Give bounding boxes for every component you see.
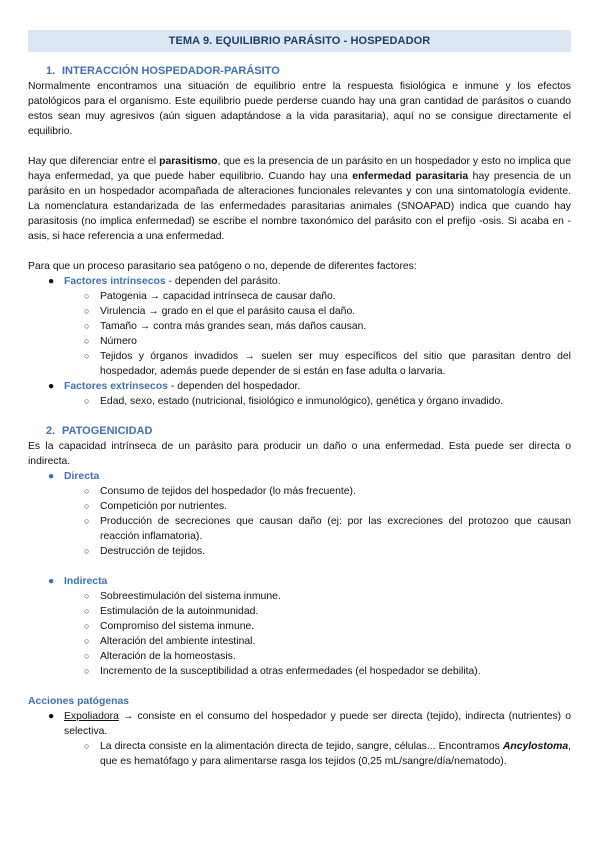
list-item-text: Alteración de la homeostasis. (100, 651, 236, 662)
list-item-text: Estimulación de la autoinmunidad. (100, 606, 259, 617)
bullet-icon: ● (48, 711, 55, 722)
paragraph-factors-intro: Para que un proceso parasitario sea patógeno o no, depende de diferentes factores: (28, 261, 417, 272)
list-item (28, 544, 571, 559)
circle-bullet-icon: ○ (84, 351, 90, 361)
list-item (28, 304, 571, 319)
paragraph-equilibrium: Normalmente encontramos una situación de equilibrio entre la respuesta fisiológica e inmune y los efectos patológicos para el organismo. Este equilibrio puede perderse cuando hay una gran cantidad de parásitos o cuando estos sean muy agresivos (aún siguen adaptándose a la vida parasitaria), aquí no se consigue directamente el equilibrio. (28, 81, 571, 137)
directa-label: Directa (64, 471, 100, 482)
list-item-text: Consumo de tejidos del hospedador (lo más frecuente). (100, 486, 356, 497)
list-item-text: Incremento de la susceptibilidad a otras enfermedades (el hospedador se debilita). (100, 666, 481, 677)
section-2-number: 2. (46, 425, 56, 437)
list-item-intrinsic (28, 274, 571, 289)
intrinsic-desc: - dependen del parásito. (165, 276, 281, 287)
section-1-heading (46, 64, 571, 79)
intrinsic-label: Factores intrínsecos (64, 276, 166, 287)
bullet-icon: ● (48, 576, 55, 587)
term-ancylostoma: Ancylostoma (502, 741, 569, 752)
section-2-title: PATOGENICIDAD (62, 425, 153, 437)
title-banner (28, 30, 571, 52)
circle-bullet-icon: ○ (84, 591, 90, 601)
list-item (28, 319, 571, 334)
list-item-text: Producción de secreciones que causan daño (ej: por las excreciones del protozoo que causan reacción inflamatoria). (100, 516, 571, 542)
circle-bullet-icon: ○ (84, 651, 90, 661)
circle-bullet-icon: ○ (84, 291, 90, 301)
text-run: , que es la presencia de un parásito en un hospedador y esto no implica que haya enfermedad, ya que puede haber equilibrio. Cuando hay una (28, 156, 571, 182)
acciones-list (28, 709, 571, 769)
list-item (28, 334, 571, 349)
list-item (28, 289, 571, 304)
list-item (28, 634, 571, 649)
list-item-indirecta (28, 574, 571, 589)
circle-bullet-icon: ○ (84, 321, 90, 331)
factors-list (28, 274, 571, 409)
paragraph-pathogenicity: Es la capacidad intrínseca de un parásito para producir un daño o una enfermedad. Esta puede ser directa o indirecta. (28, 441, 571, 467)
term-parasitismo: parasitismo (159, 156, 218, 167)
section-2-heading (46, 424, 571, 439)
list-item (28, 499, 571, 514)
section-1-number: 1. (46, 65, 56, 77)
bullet-icon: ● (48, 276, 55, 287)
circle-bullet-icon: ○ (84, 546, 90, 556)
circle-bullet-icon: ○ (84, 606, 90, 616)
circle-bullet-icon: ○ (84, 621, 90, 631)
circle-bullet-icon: ○ (84, 336, 90, 346)
acciones-heading: Acciones patógenas (28, 696, 130, 707)
list-item (28, 394, 571, 409)
circle-bullet-icon: ○ (84, 501, 90, 511)
text-run: , que es hematófago y para alimentarse rasga los tejidos (0,25 mL/sangre/día/nematodo). (100, 741, 571, 767)
circle-bullet-icon: ○ (84, 666, 90, 676)
circle-bullet-icon: ○ (84, 741, 90, 751)
expoliadora-label: Expoliadora (64, 711, 119, 722)
bullet-icon: ● (48, 381, 55, 392)
list-item (28, 604, 571, 619)
direct-list (28, 469, 571, 559)
text-run: La directa consiste en la alimentación directa de tejido, sangre, células... Encontramos (100, 741, 503, 752)
circle-bullet-icon: ○ (84, 516, 90, 526)
list-item-text: Destrucción de tejidos. (100, 546, 206, 557)
text-run: Hay que diferenciar entre el (28, 156, 160, 167)
paragraph-parasitism (28, 154, 571, 244)
list-item-text: Sobreestimulación del sistema inmune. (100, 591, 281, 602)
circle-bullet-icon: ○ (84, 306, 90, 316)
text-run: hay presencia de un parásito en un hospedador acompañada de alteraciones funcionales relevantes y con una sintomatología evidente. La nomenclatura estandarizada de las enfermedades parasitarias animales (SNOAPAD) indica que cuando hay parasitosis (no implica enfermedad) se escribe el nombre taxonómico del parásito con el prefijo -osis. Si acaba en -asis, si hace referencia a una enfermedad. (28, 171, 572, 242)
list-item-text: Alteración del ambiente intestinal. (100, 636, 256, 647)
list-item-extrinsic (28, 379, 571, 394)
list-item-text: Patogenia → capacidad intrínseca de causar daño. (100, 291, 336, 302)
list-item (28, 514, 571, 544)
list-item-text: Número (100, 336, 137, 347)
list-item-text: Competición por nutrientes. (100, 501, 228, 512)
list-item-text: Compromiso del sistema inmune. (100, 621, 255, 632)
expoliadora-desc: → consiste en el consumo del hospedador y puede ser directa (tejido), indirecta (nutrientes) o selectiva. (64, 711, 571, 737)
indirect-list (28, 574, 571, 679)
term-enfermedad-parasitaria: enfermedad parasitaria (352, 171, 469, 182)
section-1-title: INTERACCIÓN HOSPEDADOR-PARÁSITO (62, 65, 280, 77)
bullet-icon: ● (48, 471, 55, 482)
list-item (28, 589, 571, 604)
list-item (28, 619, 571, 634)
list-item (28, 739, 571, 769)
list-item-expoliadora (28, 709, 571, 739)
circle-bullet-icon: ○ (84, 486, 90, 496)
list-item-directa (28, 469, 571, 484)
extrinsic-label: Factores extrínsecos (64, 381, 168, 392)
indirecta-label: Indirecta (64, 576, 108, 587)
list-item (28, 349, 571, 379)
document-body (28, 64, 571, 769)
page-title: TEMA 9. EQUILIBRIO PARÁSITO - HOSPEDADOR (168, 35, 431, 47)
list-item (28, 664, 571, 679)
list-item-text: Virulencia → grado en el que el parásito causa el daño. (100, 306, 356, 317)
list-item-text: Edad, sexo, estado (nutricional, fisiológico e inmunológico), genética y órgano invadido. (100, 396, 504, 407)
list-item-text: Tejidos y órganos invadidos → suelen ser muy específicos del sitio que parasitan dentro del hospedador, además puede depender de si están en fase adulta o larvaria. (100, 351, 571, 377)
list-item (28, 649, 571, 664)
extrinsic-desc: - dependen del hospedador. (167, 381, 301, 392)
circle-bullet-icon: ○ (84, 396, 90, 406)
list-item-text: Tamaño → contra más grandes sean, más daños causan. (100, 321, 367, 332)
list-item (28, 484, 571, 499)
circle-bullet-icon: ○ (84, 636, 90, 646)
